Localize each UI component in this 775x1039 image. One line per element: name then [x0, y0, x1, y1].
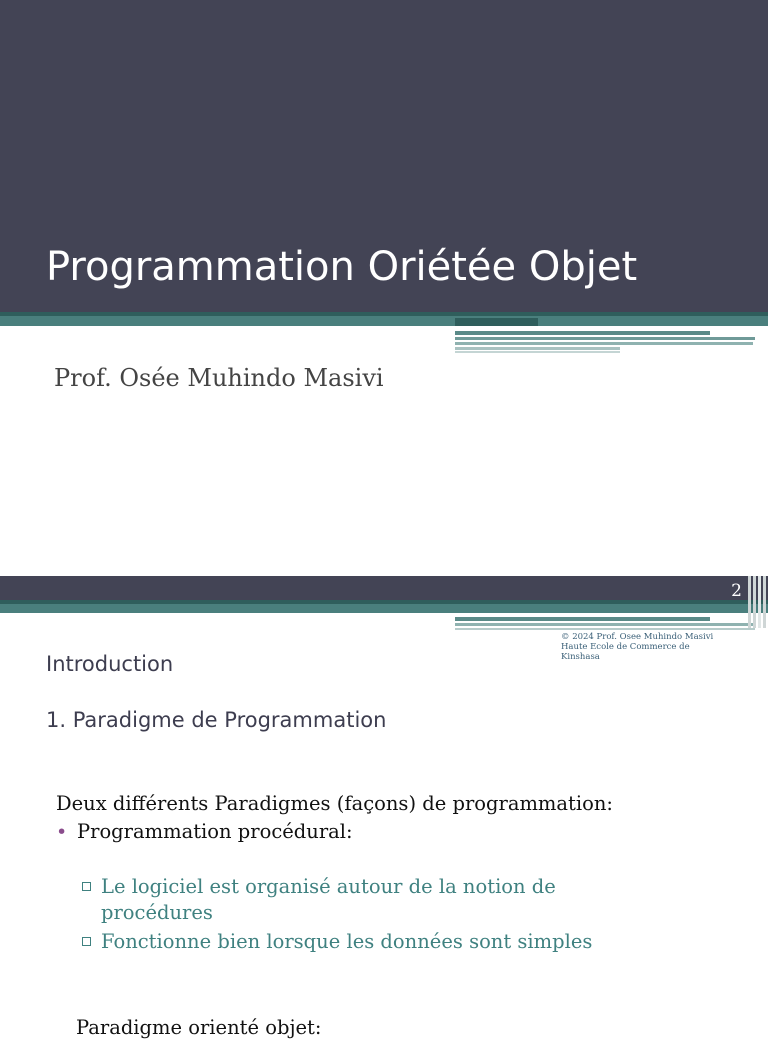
page-corner-bars: [746, 576, 768, 628]
copyright-line: Kinshasa: [561, 652, 600, 662]
bullet-item: [56, 818, 736, 846]
copyright-note: [561, 632, 731, 662]
content-header-band: [0, 576, 768, 600]
bullet-label: Programmation procédural:: [77, 820, 353, 843]
page-number: 2: [731, 581, 742, 601]
bullet-dot-icon: •: [56, 821, 68, 843]
content-slide: [0, 576, 768, 1039]
slide-title: Programmation Oriétée Objet: [46, 244, 638, 290]
sub-item-text: Le logiciel est organisé autour de la notion de procédures: [101, 875, 556, 924]
sub-item-text: Fonctionne bien lorsque les données sont simples: [101, 930, 593, 953]
square-bullet-icon: [82, 882, 91, 891]
cut-off-bullet: Paradigme orienté objet:: [76, 1016, 322, 1039]
copyright-line: Haute Ecole de Commerce de: [561, 642, 690, 652]
square-bullet-icon: [82, 937, 91, 946]
decorative-stripes: [455, 606, 775, 632]
lead-paragraph: Deux différents Paradigmes (façons) de programmation:: [56, 792, 613, 815]
copyright-line: © 2024 Prof. Osee Muhindo Masivi: [561, 632, 714, 642]
sub-item: [56, 874, 661, 926]
sub-list: [56, 874, 736, 955]
sub-item: [56, 929, 661, 955]
subsection-title: 1. Paradigme de Programmation: [46, 708, 387, 732]
slide-body: [56, 790, 736, 955]
author-subtitle: Prof. Osée Muhindo Masivi: [54, 364, 384, 392]
decorative-stripes: [455, 318, 775, 358]
section-heading: Introduction: [46, 652, 174, 676]
